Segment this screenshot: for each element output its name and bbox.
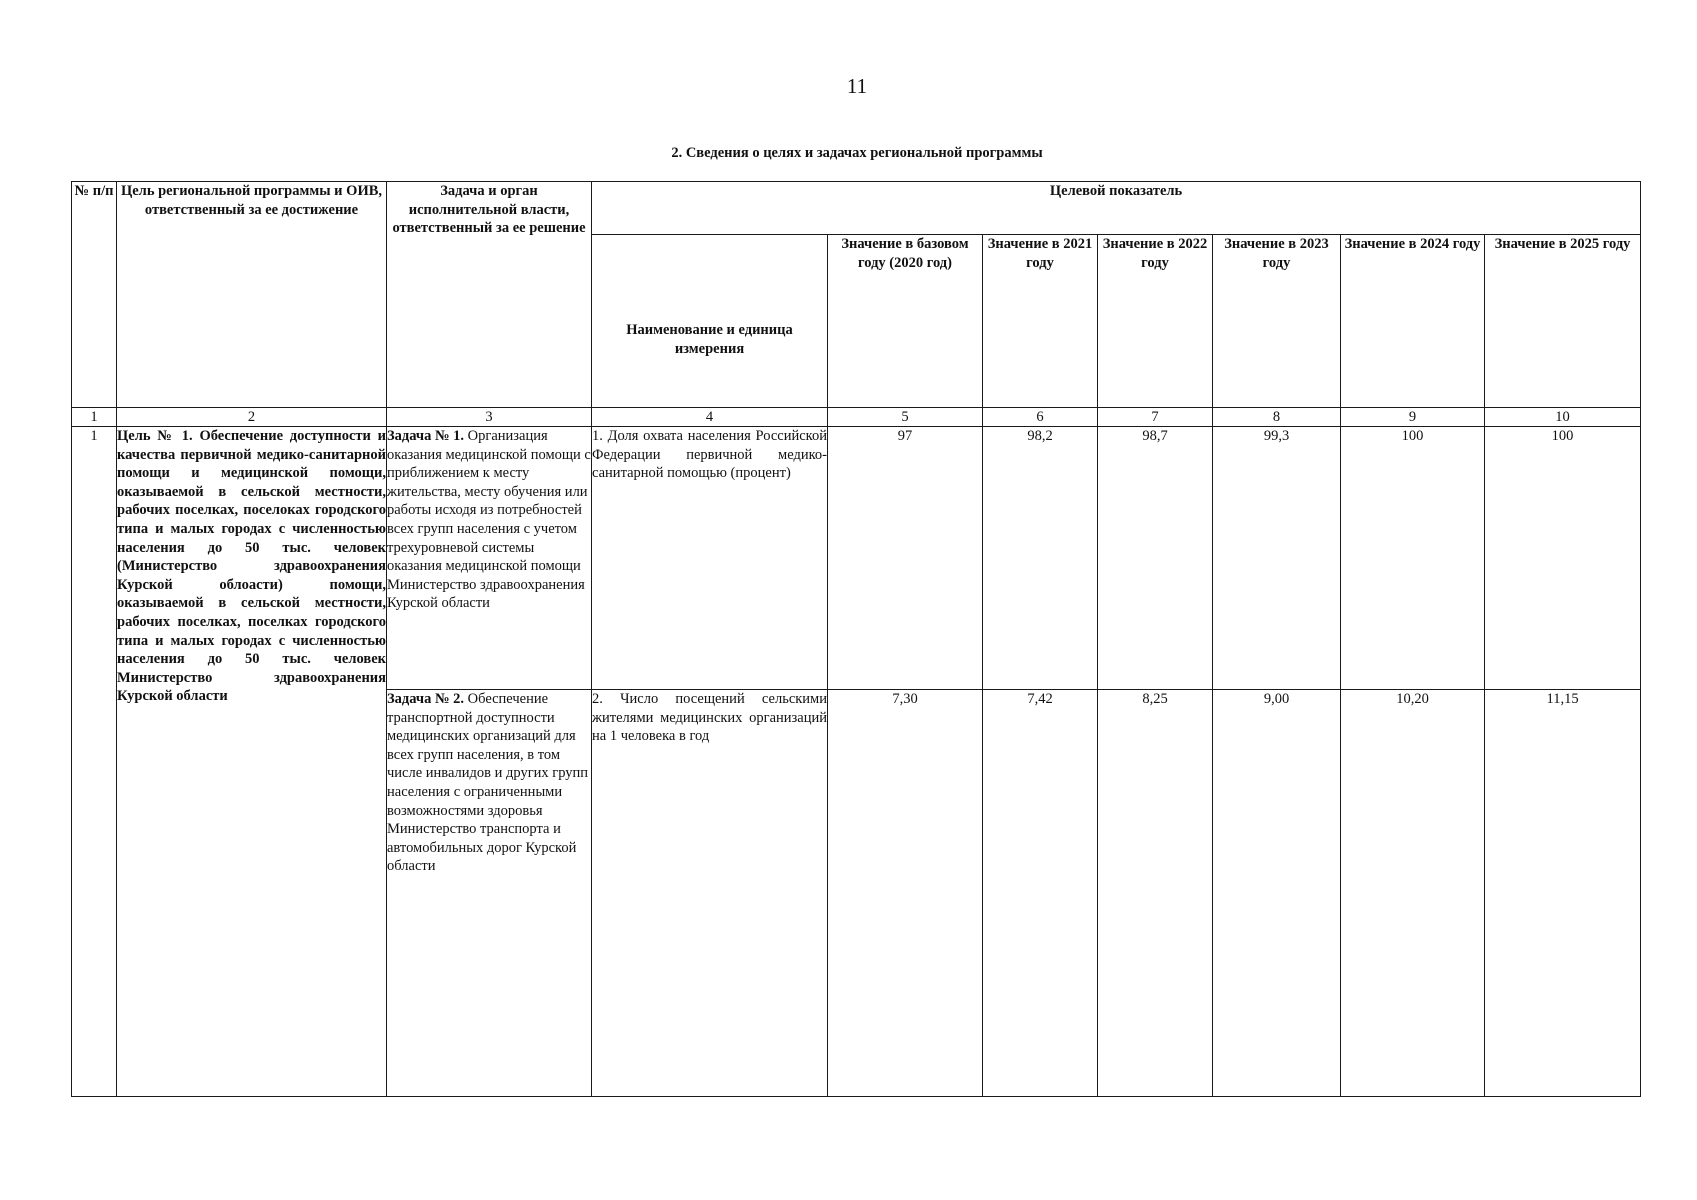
header-task: Задача и орган исполнительной власти, ответственный за ее решение [387,182,592,408]
task-label: Задача № 2. [387,691,465,707]
column-number: 6 [983,408,1098,427]
section-title: 2. Сведения о целях и задачах региональной программы [671,145,1043,161]
column-number: 8 [1213,408,1341,427]
column-number: 3 [387,408,592,427]
header-row-top [72,182,1641,235]
goal-text: Цель № 1. Обеспечение доступности и качества первичной медико-санитарной помощи и медицинской помощи, оказываемой в сельской местности, рабочих поселках, поселоках городского типа и малых городах с численностью населения до 50 тыс. человек (Министерство здравоохранения Курской облоасти) помощи, оказываемой в сельской местности, рабочих поселках, поселках городского типа и малых городах с численностью населения до 50 тыс. человек Министерство здравоохранения Курской области [117,428,386,705]
task-label: Задача № 1. [387,428,465,444]
indicator-cell [592,690,828,1097]
column-number-row [72,408,1641,427]
value-2023: 9,00 [1213,690,1341,1097]
header-2025: Значение в 2025 году [1485,235,1641,408]
value-2024: 100 [1341,427,1485,690]
indicator-text: 1. Доля охвата населения Российской Федерации первичной медико-санитарной помощью (процент) [592,428,827,482]
value-base-year: 7,30 [828,690,983,1097]
row-number: 1 [72,427,117,1097]
value-2024: 10,20 [1341,690,1485,1097]
value-2025: 100 [1485,427,1641,690]
goal-cell [117,427,387,1097]
value-2022: 98,7 [1098,427,1213,690]
column-number: 1 [72,408,117,427]
header-target-indicator: Целевой показатель [592,182,1641,235]
page-number: 11 [846,74,868,98]
column-number: 9 [1341,408,1485,427]
value-2021: 98,2 [983,427,1098,690]
indicator-text: 2. Число посещений сельскими жителями медицинских организаций на 1 человека в год [592,691,827,745]
column-number: 10 [1485,408,1641,427]
value-2023: 99,3 [1213,427,1341,690]
column-number: 7 [1098,408,1213,427]
task-text: Организация оказания медицинской помощи с приближением к месту жительства, месту обучения или работы исходя из потребностей всех групп населения с учетом трехуровневой системы оказания медицинской помощи Министерство здравоохранения Курской области [387,428,591,612]
header-2022: Значение в 2022 году [1098,235,1213,408]
header-2024: Значение в 2024 году [1341,235,1485,408]
value-base-year: 97 [828,427,983,690]
header-2023: Значение в 2023 году [1213,235,1341,408]
value-2021: 7,42 [983,690,1098,1097]
header-2021: Значение в 2021 году [983,235,1098,408]
indicator-cell [592,427,828,690]
column-number: 2 [117,408,387,427]
header-num: № п/п [72,182,117,408]
task-cell [387,427,592,690]
column-number: 5 [828,408,983,427]
column-number: 4 [592,408,828,427]
value-2025: 11,15 [1485,690,1641,1097]
value-2022: 8,25 [1098,690,1213,1097]
header-indicator-name: Наименование и единица измерения [592,235,828,408]
header-base-year: Значение в базовом году (2020 год) [828,235,983,408]
task-cell [387,690,592,1097]
goals-table [71,181,1641,1097]
task-text: Обеспечение транспортной доступности медицинских организаций для всех групп населения, в том числе инвалидов и других групп населения с ограниченными возможностями здоровья Министерство транспорта и автомобильных дорог Курской области [387,691,589,875]
table-row [72,427,1641,690]
header-goal: Цель региональной программы и ОИВ, ответственный за ее достижение [117,182,387,408]
